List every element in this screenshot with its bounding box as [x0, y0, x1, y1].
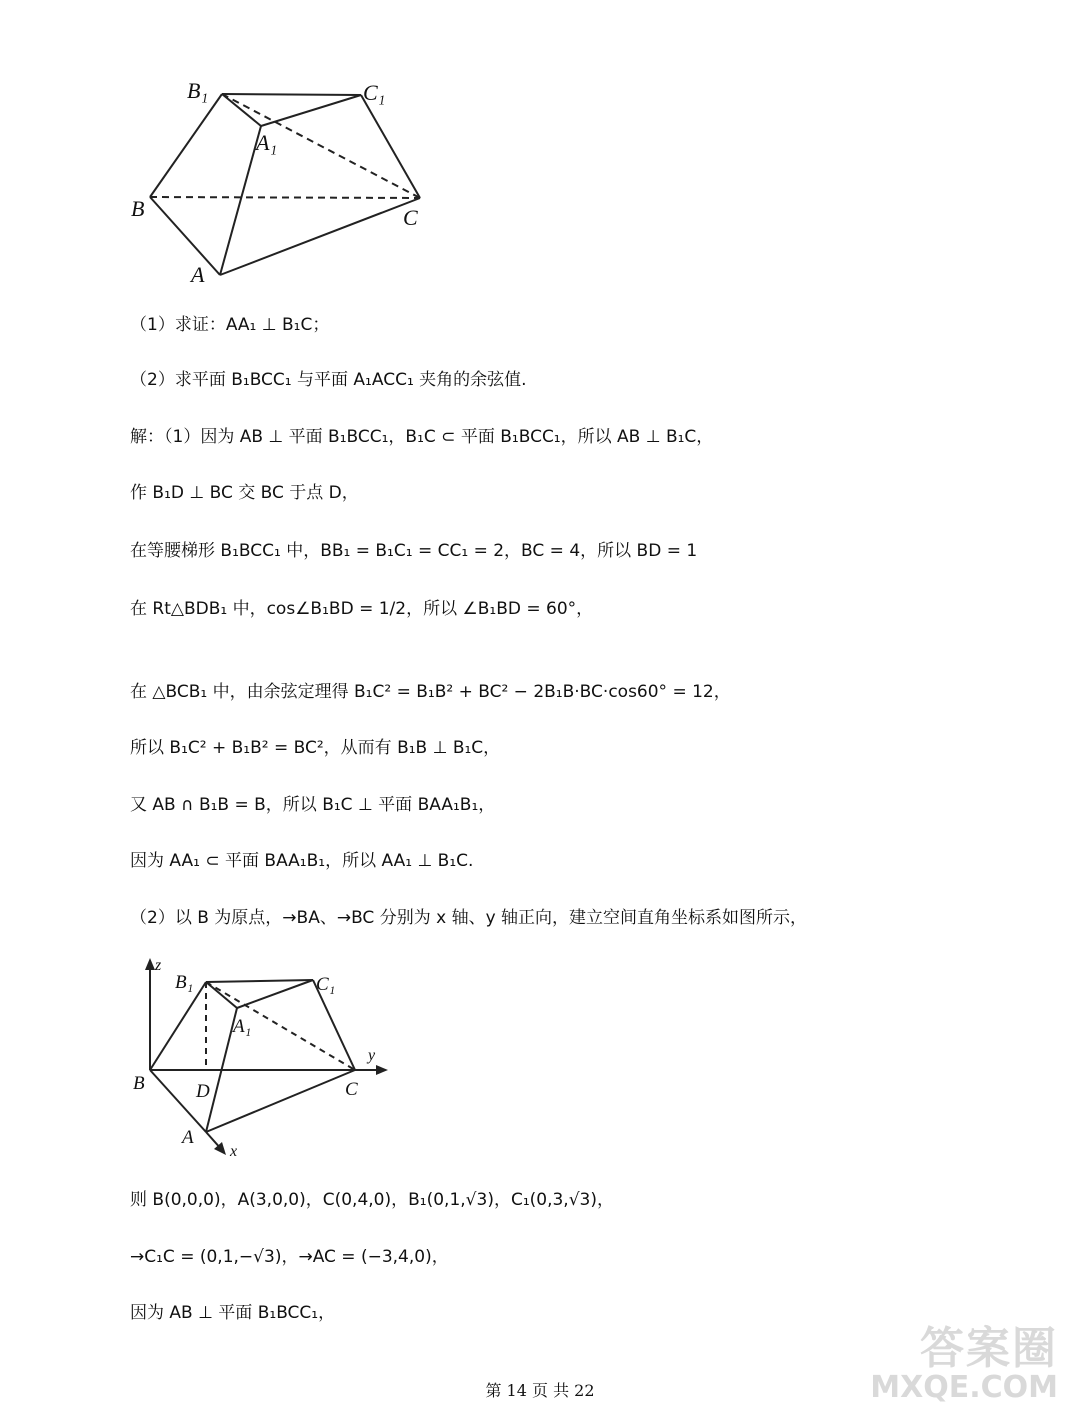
solution-line-4: 在 Rt△BDB₁ 中，cos∠B₁BD = 1/2，所以 ∠B₁BD = 60°， [130, 599, 594, 619]
label-C1: C₁ [363, 80, 386, 105]
part2-intro: （2）以 B 为原点，→BA、→BC 分别为 x 轴、y 轴正向，建立空间直角坐标系如图所示， [130, 908, 808, 928]
figure-prism-coordinates [130, 950, 400, 1165]
question-1: （1）求证：AA₁ ⊥ B₁C； [130, 315, 330, 335]
watermark-url: MXQE.COM [870, 1370, 1058, 1405]
label-A1: A₁ [233, 1016, 252, 1037]
axis-x-label: x [230, 1143, 238, 1160]
coords-line-1: 则 B(0,0,0)，A(3,0,0)，C(0,4,0)，B₁(0,1,√3)，C₁(0,3,√3)， [130, 1190, 614, 1210]
axis-z-label: z [155, 957, 162, 974]
label-B: B [133, 1073, 145, 1094]
coords-line-2: →C₁C = (0,1,−√3)，→AC = (−3,4,0)， [130, 1247, 449, 1267]
label-C: C [403, 205, 418, 230]
label-D: D [196, 1081, 210, 1102]
question-2: （2）求平面 B₁BCC₁ 与平面 A₁ACC₁ 夹角的余弦值. [130, 370, 527, 390]
label-C1: C₁ [316, 974, 336, 995]
label-B1: B₁ [187, 78, 209, 103]
label-A: A [191, 262, 205, 287]
solution-line-1: 解：（1）因为 AB ⊥ 平面 B₁BCC₁，B₁C ⊂ 平面 B₁BCC₁，所以 AB ⊥ B₁C， [130, 427, 714, 447]
label-B1: B₁ [175, 972, 194, 993]
label-B: B [131, 196, 145, 221]
solution-line-8: 因为 AA₁ ⊂ 平面 BAA₁B₁，所以 AA₁ ⊥ B₁C. [130, 851, 474, 871]
coords-line-3: 因为 AB ⊥ 平面 B₁BCC₁， [130, 1303, 336, 1323]
label-A1: A₁ [256, 130, 278, 155]
solution-line-3: 在等腰梯形 B₁BCC₁ 中，BB₁ = B₁C₁ = CC₁ = 2，BC = 4，所以 BD = 1 [130, 541, 698, 561]
label-A: A [182, 1127, 194, 1148]
axis-y-label: y [368, 1047, 376, 1064]
page-footer: 第 14 页 共 22 [485, 1381, 595, 1400]
solution-line-7: 又 AB ∩ B₁B = B，所以 B₁C ⊥ 平面 BAA₁B₁， [130, 795, 496, 815]
watermark-logo: 答案圈 [920, 1323, 1058, 1374]
solution-line-6: 所以 B₁C² + B₁B² = BC²，从而有 B₁B ⊥ B₁C， [130, 738, 501, 758]
solution-line-5: 在 △BCB₁ 中，由余弦定理得 B₁C² = B₁B² + BC² − 2B₁B·BC·cos60° = 12， [130, 682, 731, 702]
figure-prism-1 [125, 70, 445, 290]
solution-line-2: 作 B₁D ⊥ BC 交 BC 于点 D， [130, 483, 359, 503]
label-C: C [345, 1079, 358, 1100]
